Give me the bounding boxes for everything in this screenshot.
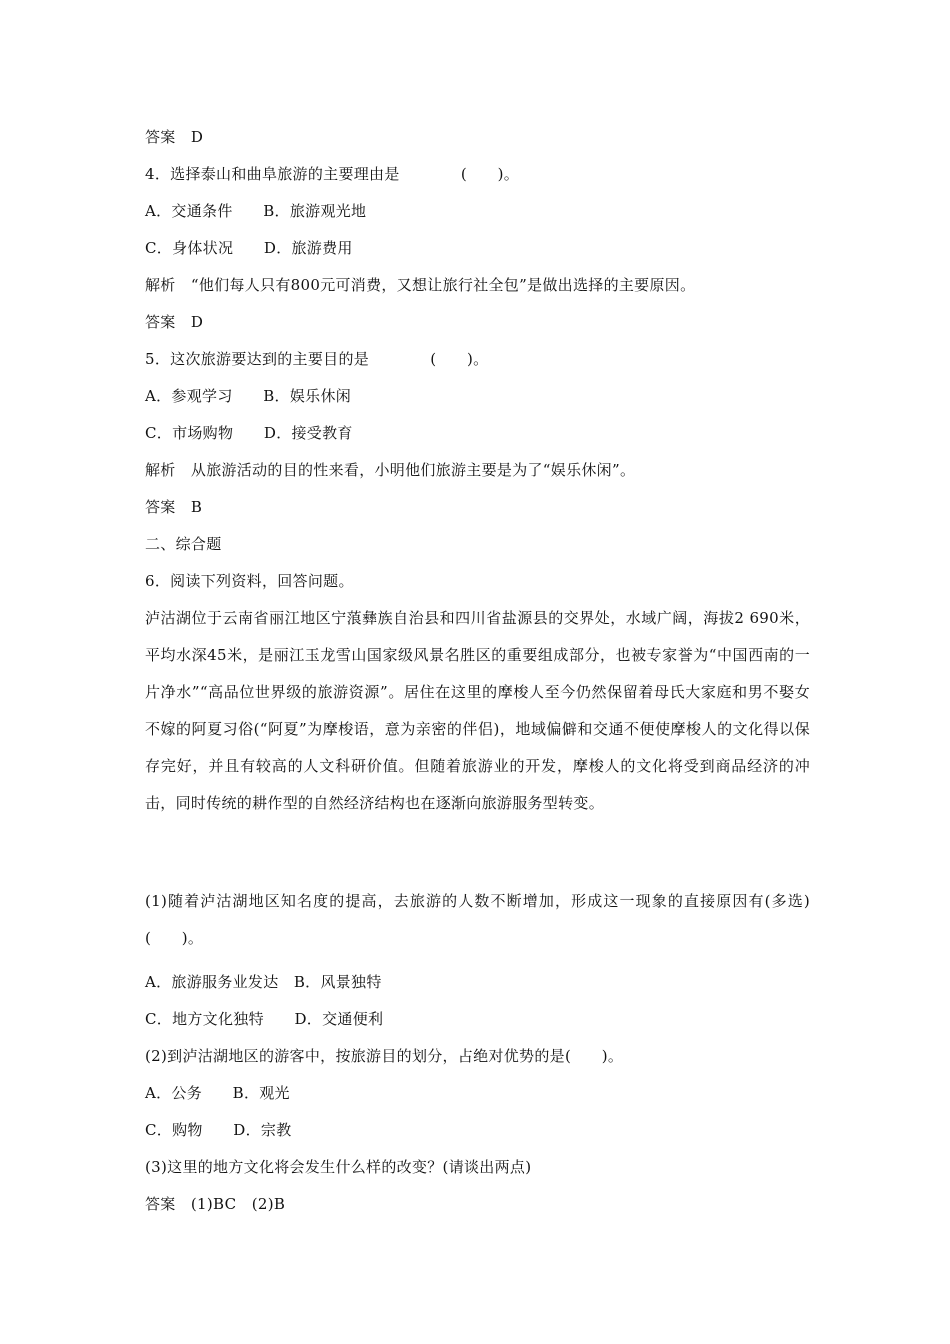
sub-question-2: (2)到泸沽湖地区的游客中，按旅游目的划分，占绝对优势的是( )。 bbox=[145, 1047, 624, 1065]
sub-question-3: (3)这里的地方文化将会发生什么样的改变？(请谈出两点) bbox=[145, 1158, 532, 1176]
question-6: 6．阅读下列资料，回答问题。 bbox=[145, 572, 354, 590]
question-5: 5．这次旅游要达到的主要目的是 ( )。 bbox=[145, 350, 489, 368]
options-line: C．地方文化独特 D．交通便利 bbox=[145, 1010, 384, 1028]
answer-line: 答案 D bbox=[145, 128, 204, 146]
answer-line: 答案 D bbox=[145, 313, 204, 331]
question-4: 4．选择泰山和曲阜旅游的主要理由是 ( )。 bbox=[145, 165, 520, 183]
answer-line: 答案 B bbox=[145, 498, 203, 516]
options-line: A．公务 B．观光 bbox=[145, 1084, 290, 1102]
options-line: C．购物 D．宗教 bbox=[145, 1121, 292, 1139]
options-line: A．参观学习 B．娱乐休闲 bbox=[145, 387, 352, 405]
options-line: A．旅游服务业发达 B．风景独特 bbox=[145, 973, 382, 991]
sub-question-1: (1)随着泸沽湖地区知名度的提高，去旅游的人数不断增加，形成这一现象的直接原因有(多选) ( )。 bbox=[145, 892, 841, 947]
options-line: C．身体状况 D．旅游费用 bbox=[145, 239, 353, 257]
analysis-line: 解析 从旅游活动的目的性来看，小明他们旅游主要是为了“娱乐休闲”。 bbox=[145, 461, 636, 479]
reading-passage: 泸沽湖位于云南省丽江地区宁蒗彝族自治县和四川省盐源县的交界处，水域广阔，海拔2 690米，平均水深45米，是丽江玉龙雪山国家级风景名胜区的重要组成部分，也被专家誉为“中国西南的一片净水”“高品位世界级的旅游资源”。居住在这里的摩梭人至今仍然保留着母氏大家庭和男不娶女不嫁的阿夏习俗(“阿夏”为摩梭语，意为亲密的伴侣)，地域偏僻和交通不便使摩梭人的文化得以保存完好，并且有较高的人文科研价值。但随着旅游业的开发，摩梭人的文化将受到商品经济的冲击，同时传统的耕作型的自然经济结构也在逐渐向旅游服务型转变。 bbox=[145, 609, 810, 812]
analysis-line: 解析 “他们每人只有800元可消费，又想让旅行社全包”是做出选择的主要原因。 bbox=[145, 276, 696, 294]
section-heading: 二、综合题 bbox=[145, 535, 222, 553]
options-line: C．市场购物 D．接受教育 bbox=[145, 424, 353, 442]
options-line: A．交通条件 B．旅游观光地 bbox=[145, 202, 367, 220]
answer-line: 答案 (1)BC (2)B bbox=[145, 1195, 286, 1213]
